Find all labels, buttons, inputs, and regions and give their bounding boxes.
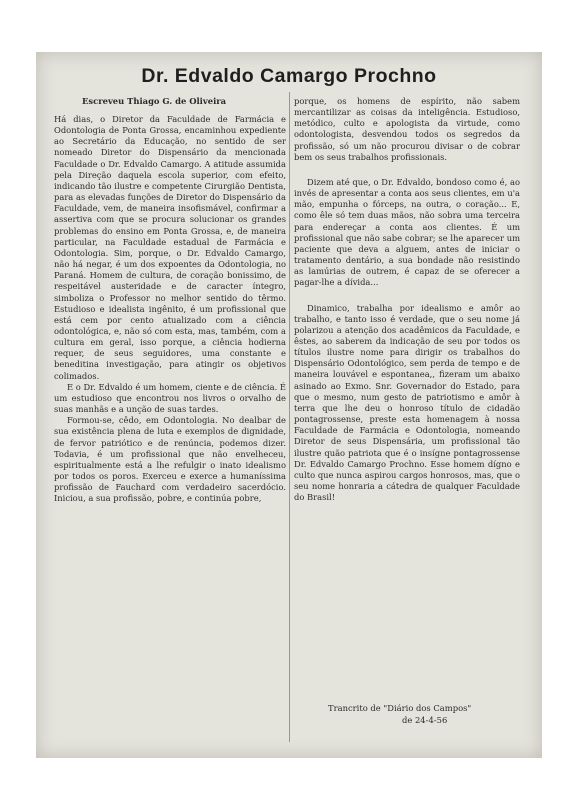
paragraph: Há dias, o Diretor da Faculdade de Farmácia e Odontologia de Ponta Grossa, encaminhou expediente ao Secretário da Educação, no sentido de ser nomeado Diretor do Dispensário da mencionada Faculdade o Dr. Edvaldo Camargo. A atitude assumida pela Direção daquela escola superior, com efeito, indicando tão ilustre e competente Cirurgião Dentista, para as elevadas funções de Diretor do Dispensário da Faculdade, vem, de maneira insofismável, confirmar a assertiva com que se procura solucionar os grandes problemas do ensino em Ponta Grossa, e, de maneira particular, na Faculdade estadual de Farmácia e Odontologia. Sim, porque, o Dr. Edvaldo Camargo, não há negar, é um dos expoentes da Odontologia, no Paraná. Homem de cultura, de coração bonissimo, de respeitável austeridade e de caracter íntegro, simboliza o Professor no melhor sentido do têrmo. Estudioso e idealista ingênito, é um profissional que está cem por cento atualizado com a ciência odontológica, e, não só com esta, mas, também, com a cultura em geral, isso porque, a ciência hodierna requer, de seus seguidores, uma constante e beneditina investigação, para atingir os objetivos colimados. bbox=[54, 114, 286, 381]
paragraph: Dizem até que, o Dr. Edvaldo, bondoso como é, ao invés de apresentar a conta aos seus clientes, em u'a mão, empunha o fórceps, na outra, o coração... E, como êle só tem duas mãos, não sobra uma terceira para endereçar a conta aos clientes. É um profissional que não sabe cobrar; se lhe aparecer um paciente que deva a alguem, antes de iniciar o tratamento dentário, a sua bondade não resistindo as lamúrias de outrem, é capaz de se oferecer a pagar-lhe a dívida... bbox=[294, 176, 520, 288]
column-divider bbox=[289, 92, 290, 742]
article-byline: Escreveu Thiago G. de Oliveira bbox=[82, 96, 227, 106]
paragraph: porque, os homens de espírito, não sabem mercantilizar as coisas da inteligência. Estudioso, metódico, culto e apologista da virtude, como odontologista, desvendou todos os segredos da profissão, só um não procurou divisar o de cobrar bem os seus trabalhos profissionais. bbox=[294, 96, 520, 162]
right-column bbox=[294, 96, 520, 503]
paragraph: Formou-se, cêdo, em Odontologia. No dealbar de sua existência plena de luta e exemplos de dignidade, de fervor patriótico e de renúncia, podemos dizer. Todavia, é um profissional que não envelheceu, espiritualmente está a lhe refulgir o inato idealismo por todos os poros. Exerceu e exerce a humaníssima profissão de Fauchard com verdadeiro sacerdócio. Iniciou, a sua profissão, pobre, e continúa pobre, bbox=[54, 415, 286, 504]
left-column bbox=[54, 114, 286, 504]
paragraph: Dinamico, trabalha por idealismo e amôr ao trabalho, e tanto isso é verdade, que o seu nome já polarizou a atenção dos acadêmicos da Faculdade, e êstes, ao saberem da indicação de seu por todos os títulos ilustre nome para dirigir os trabalhos do Dispensário Odontológico, sem perda de tempo e de maneira louvável e espontanea,, fizeram um abaixo asinado ao Exmo. Snr. Governador do Estado, para que o mesmo, num gesto de patriotismo e amôr à terra que lhe deu o honroso título de cidadão pontagrossense, preste esta homenagem à nossa Faculdade de Farmácia e Odontologia, nomeando Diretor de seus Dispensária, um profissional tão ilustre quão patriota que é o insígne pontagrossense Dr. Edvaldo Camargo Prochno. Esse homem dígno e culto que nunca aspirou cargos honrosos, mas, que o seu nome honraria a cátedra de qualquer Faculdade do Brasil! bbox=[294, 302, 520, 503]
source-date: de 24-4-56 bbox=[402, 714, 448, 725]
source-citation bbox=[328, 703, 471, 726]
source-line: Trancrito de "Diário dos Campos" bbox=[328, 703, 472, 713]
newspaper-clipping bbox=[36, 52, 542, 758]
paragraph: E o Dr. Edvaldo é um homem, ciente e de ciência. É um estudioso que encontrou nos livros o orvalho de suas manhãs e a unção de suas tardes. bbox=[54, 381, 286, 415]
article-title: Dr. Edvaldo Camargo Prochno bbox=[141, 65, 437, 87]
